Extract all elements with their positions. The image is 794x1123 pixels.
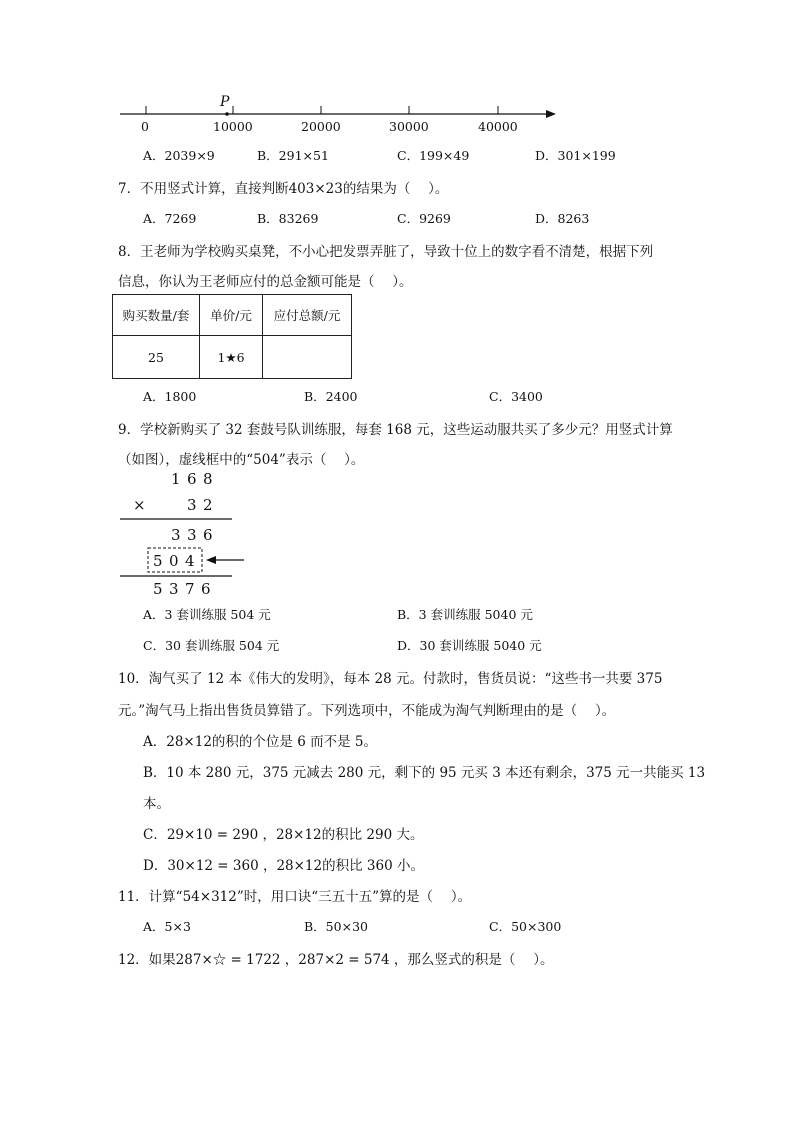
q6-option-d[interactable]: D．301×199 [535,148,616,163]
dashed-box [148,548,202,572]
q11-stem: 11．计算“54×312”时，用口诀“三五十五”算的是（ ）。 [118,889,472,905]
tick-label-30000: 30000 [389,119,429,134]
arrow-head [206,556,216,564]
q8-option-a[interactable]: A．1800 [143,389,197,404]
q6-option-b[interactable]: B．291×51 [257,148,329,163]
q11-option-a[interactable]: A．5×3 [143,919,191,934]
q10-stem-line1: 10．淘气买了 12 本《伟大的发明》，每本 28 元。付款时，售货员说：“这些书一共要 375 [118,671,663,687]
partial-product-digit: 4 [185,552,195,570]
product-digit: 7 [185,580,195,598]
q7-option-c[interactable]: C．9269 [397,211,451,226]
q10-option-b-line1[interactable]: B．10 本 280 元，375 元减去 280 元，剩下的 95 元买 3 本还有剩余，375 元一共能买 13 [143,765,706,781]
q10-stem-line2: 元。”淘气马上指出售货员算错了。下列选项中，不能成为淘气判断理由的是（ ）。 [118,703,616,719]
q7-stem: 7．不用竖式计算，直接判断403×23的结果为（ ）。 [118,181,449,197]
q9-option-b[interactable]: B．3 套训练服 5040 元 [397,607,533,622]
partial-product-digit: 5 [153,552,163,570]
q10-option-b-line2[interactable]: 本。 [143,796,170,812]
table-cell-unit-price: 1★6 [200,336,263,379]
table-header-cell: 购买数量/套 [113,295,200,336]
times-sign: × [133,496,146,514]
q7-option-b[interactable]: B．83269 [257,211,319,226]
q8-stem-line1: 8．王老师为学校购买桌凳，不小心把发票弄脏了，导致十位上的数字看不清楚，根据下列 [118,244,654,260]
q6-option-c[interactable]: C．199×49 [397,148,470,163]
vertical-lines [110,512,260,582]
table-cell-total [263,336,352,379]
q11-option-b[interactable]: B．50×30 [304,919,368,934]
q8-invoice-table [112,294,352,379]
table-cell-quantity: 25 [113,336,200,379]
q9-stem-line2: （如图），虚线框中的“504”表示（ ）。 [118,452,365,468]
q7-option-d[interactable]: D．8263 [535,211,590,226]
point-p [225,112,229,116]
partial-product-digit: 3 [171,526,181,544]
point-p-label: P [220,94,230,110]
multiplicand-digit: 1 [171,470,181,488]
tick-label-40000: 40000 [478,119,518,134]
table-header-cell: 单价/元 [200,295,263,336]
q7-option-a[interactable]: A．7269 [143,211,197,226]
partial-product-digit: 3 [187,526,197,544]
q8-option-b[interactable]: B．2400 [304,389,358,404]
number-line-arrow [546,110,556,118]
tick-label-0: 0 [141,119,149,134]
q9-option-a[interactable]: A．3 套训练服 504 元 [143,607,271,622]
tick-label-10000: 10000 [213,119,253,134]
table-header-cell: 应付总额/元 [263,295,352,336]
q11-option-c[interactable]: C．50×300 [489,919,562,934]
multiplicand-digit: 6 [187,470,197,488]
product-digit: 6 [201,580,211,598]
product-digit: 3 [169,580,179,598]
q8-stem-line2: 信息，你认为王老师应付的总金额可能是（ ）。 [118,274,413,290]
product-digit: 5 [153,580,163,598]
partial-product-digit: 0 [169,552,179,570]
q10-option-c[interactable]: C．29×10 = 290 ，28×12的积比 290 大。 [143,827,424,843]
table-header-row [113,295,352,336]
tick-label-20000: 20000 [301,119,341,134]
q9-stem-line1: 9．学校新购买了 32 套鼓号队训练服，每套 168 元，这些运动服共买了多少元？用竖式计算 [118,422,673,438]
q9-option-d[interactable]: D．30 套训练服 5040 元 [397,638,542,653]
q6-option-a[interactable]: A．2039×9 [143,148,215,163]
q10-option-a[interactable]: A．28×12的积的个位是 6 而不是 5。 [143,734,377,750]
q9-option-c[interactable]: C．30 套训练服 504 元 [143,638,280,653]
q8-option-c[interactable]: C．3400 [489,389,543,404]
partial-product-digit: 6 [203,526,213,544]
q10-option-d[interactable]: D．30×12 = 360 ，28×12的积比 360 小。 [143,858,424,874]
table-row [113,336,352,379]
q12-stem: 12．如果287×☆ = 1722 ，287×2 = 574 ，那么竖式的积是（ ）。 [118,952,554,968]
multiplicand-digit: 8 [203,470,213,488]
multiplier-digit: 3 [187,496,197,514]
multiplier-digit: 2 [203,496,213,514]
